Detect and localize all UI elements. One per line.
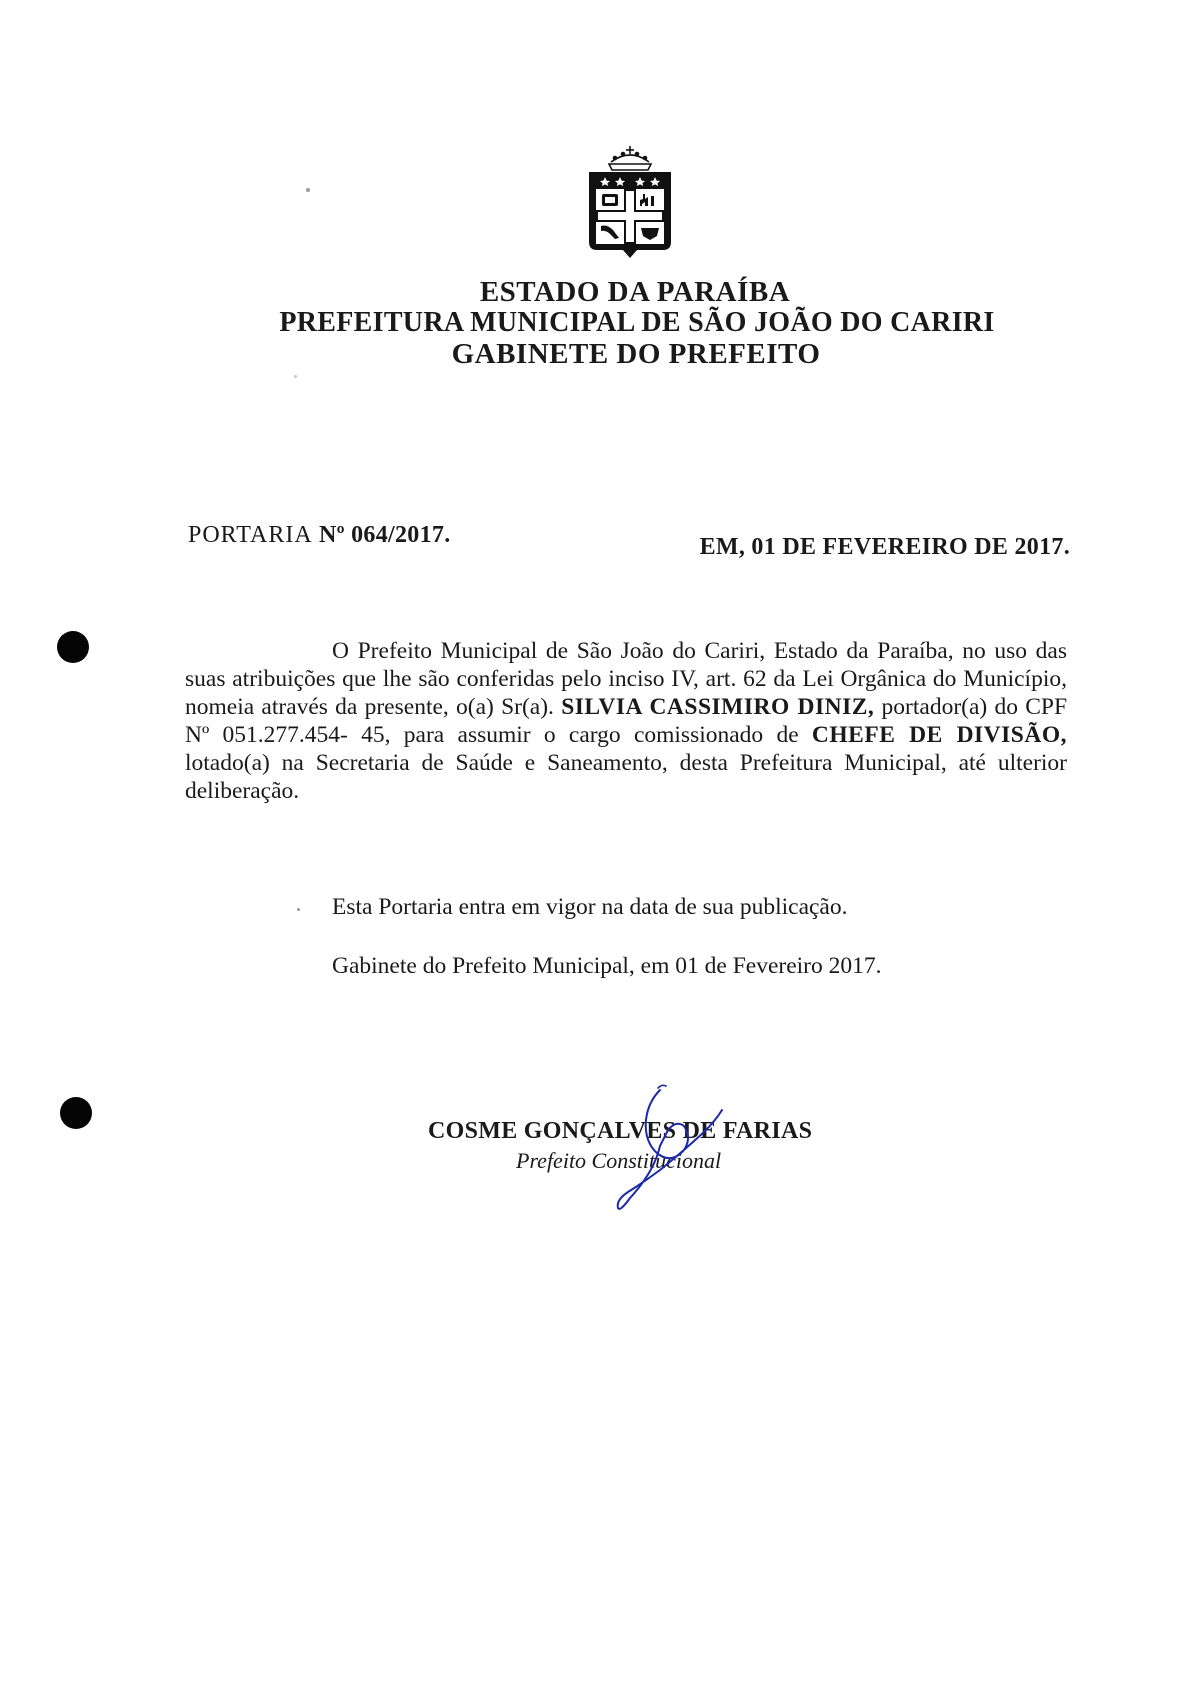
- header-prefecture: PREFEITURA MUNICIPAL DE SÃO JOÃO DO CARIRI: [279, 307, 995, 338]
- body-text-part1: O Prefeito Municipal de São João do Cariri, Estado da Paraíba, no uso das suas atribuições que lhe são conferidas pelo inciso IV, art. 62 da Lei Orgânica do Município, nomeia através da presente, o(a) Sr(a).: [185, 638, 1067, 720]
- signatory-name: COSME GONÇALVES DE FARIAS: [428, 1118, 813, 1144]
- appointment-paragraph: [185, 637, 1067, 805]
- effective-date-statement: Esta Portaria entra em vigor na data de sua publicação.: [332, 894, 848, 920]
- portaria-date: EM, 01 DE FEVEREIRO DE 2017.: [699, 534, 1070, 560]
- punch-hole-bottom: [60, 1097, 92, 1129]
- cabinet-date-statement: Gabinete do Prefeito Municipal, em 01 de Fevereiro 2017.: [332, 953, 882, 979]
- handwritten-signature: [600, 1080, 730, 1220]
- scan-speck: [294, 375, 297, 378]
- scan-speck: [297, 908, 300, 911]
- body-text-part4: lotado(a) na Secretaria de Saúde e Saneamento, desta Prefeitura Municipal, até ulterior deliberação.: [185, 750, 1067, 804]
- municipal-coat-of-arms: [585, 142, 675, 260]
- portaria-number-value: Nº 064/2017.: [318, 522, 451, 548]
- scan-speck: [306, 188, 310, 192]
- appointee-role: CHEFE DE DIVISÃO,: [811, 722, 1067, 748]
- crown-icon: [609, 146, 651, 170]
- signatory-title: Prefeito Constitucional: [516, 1148, 722, 1173]
- header-cabinet: GABINETE DO PREFEITO: [451, 338, 821, 370]
- portaria-number: [188, 522, 451, 549]
- portaria-label: PORTARIA: [188, 522, 313, 548]
- appointee-name: SILVIA CASSIMIRO DINIZ,: [561, 694, 875, 720]
- body-text-part2: portador(a) do CPF Nº 051.277.454- 45,: [185, 694, 1068, 748]
- punch-hole-top: [57, 631, 89, 663]
- header-state: ESTADO DA PARAÍBA: [479, 276, 791, 308]
- body-text-part3: para assumir o cargo comissionado de: [403, 722, 799, 748]
